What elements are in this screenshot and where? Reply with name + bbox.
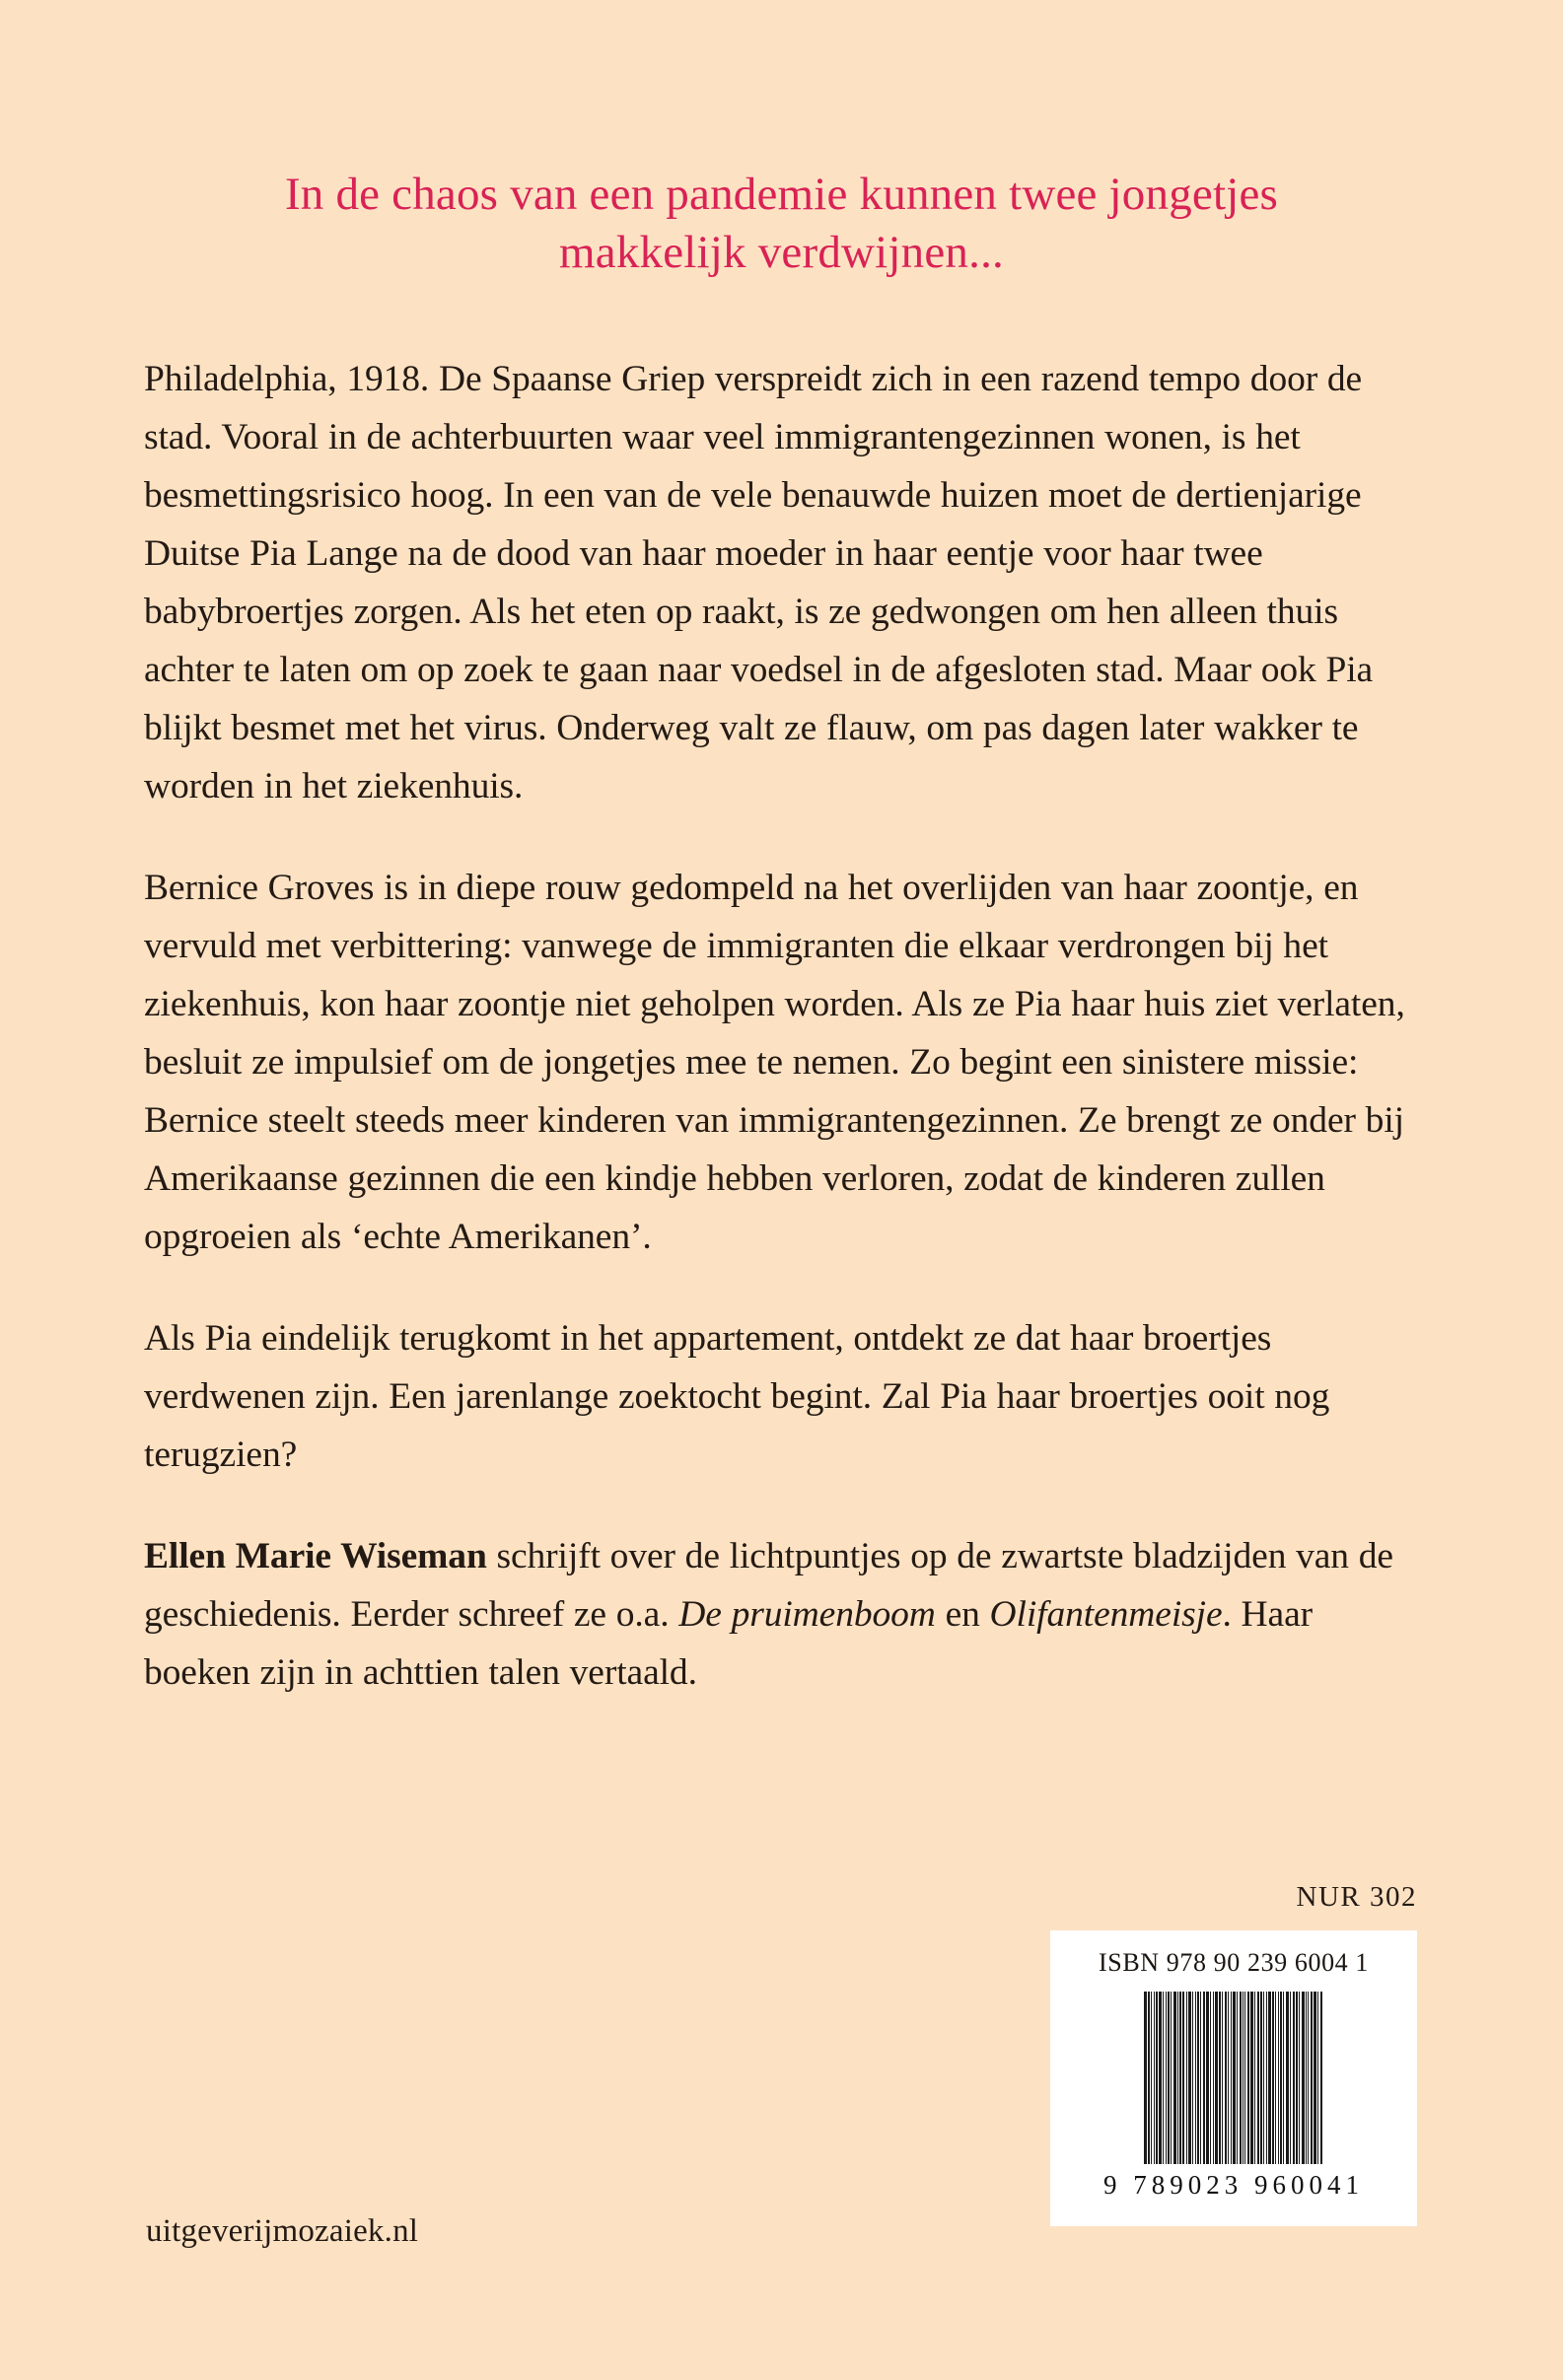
page-headline — [148, 166, 1415, 282]
barcode-bar — [1237, 1992, 1238, 2164]
barcode-bar — [1266, 1992, 1267, 2164]
barcode-bar — [1188, 1992, 1191, 2164]
barcode-bar — [1168, 1992, 1170, 2164]
blurb-text — [144, 350, 1426, 1702]
barcode-bar — [1314, 1992, 1316, 2164]
nur-code: NUR 302 — [1296, 1881, 1417, 1913]
barcode-bar — [1166, 1992, 1167, 2164]
barcode-bar — [1293, 1992, 1295, 2164]
author-bio — [144, 1527, 1426, 1702]
author-name: Ellen Marie Wiseman — [144, 1536, 487, 1576]
barcode-bar — [1272, 1992, 1274, 2164]
barcode-bar — [1240, 1992, 1242, 2164]
barcode-bar — [1275, 1992, 1276, 2164]
barcode-panel — [1050, 1930, 1417, 2226]
barcode-bar — [1210, 1992, 1211, 2164]
barcode-bar — [1163, 1992, 1164, 2164]
barcode-bar — [1299, 1992, 1300, 2164]
barcode-bar — [1222, 1992, 1223, 2164]
barcode-bar — [1154, 1992, 1155, 2164]
barcode-bar — [1156, 1992, 1158, 2164]
bio-text-part-1: schrijft over de lichtpuntjes op de zwartste bladzijden van de geschiedenis. Eerder schreef ze o.a. — [144, 1536, 1393, 1635]
barcode-bar — [1244, 1992, 1245, 2164]
isbn-text: ISBN 978 90 239 6004 1 — [1099, 1948, 1369, 1977]
barcode-bar — [1254, 1992, 1255, 2164]
bio-text-part-2: en — [935, 1594, 990, 1635]
barcode-bar — [1233, 1992, 1236, 2164]
barcode-bar — [1151, 1992, 1152, 2164]
barcode-bar — [1171, 1992, 1172, 2164]
barcode-bar — [1263, 1992, 1264, 2164]
barcode-bar — [1306, 1992, 1307, 2164]
barcode-bar — [1192, 1992, 1193, 2164]
barcode-bar — [1302, 1992, 1305, 2164]
blurb-paragraph-3: Als Pia eindelijk terugkomt in het appartement, ontdekt ze dat haar broertjes verdwenen zijn. Een jarenlange zoektocht begint. Zal Pia haar broertjes ooit nog terugzien? — [144, 1318, 1330, 1475]
barcode-bar — [1173, 1992, 1176, 2164]
barcode-bar — [1213, 1992, 1214, 2164]
barcode-bar — [1278, 1992, 1279, 2164]
barcode-bar — [1311, 1992, 1313, 2164]
barcode-bar — [1247, 1992, 1249, 2164]
barcode-bar — [1320, 1992, 1322, 2164]
barcode-bar — [1148, 1992, 1150, 2164]
headline-line-1: In de chaos van een pandemie kunnen twee jongetjes — [284, 169, 1279, 220]
barcode-bar — [1179, 1992, 1181, 2164]
barcode-bar — [1206, 1992, 1209, 2164]
barcode-bar — [1228, 1992, 1229, 2164]
barcode-bar — [1177, 1992, 1178, 2164]
blurb-paragraph-1: Philadelphia, 1918. De Spaanse Griep verspreidt zich in een razend tempo door de stad. Vooral in de achterbuurten waar veel immigrantengezinnen wonen, is het besmettingsrisico hoog. In een van de vele benauwde huizen moet de dertienjarige Duitse Pia Lange na de dood van haar moeder in haar eentje voor haar twee babybroertjes zorgen. Als het eten op raakt, is ze gedwongen om hen alleen thuis achter te laten om op zoek te gaan naar voedsel in de afgesloten stad. Maar ook Pia blijkt besmet met het virus. Onderweg valt ze flauw, om pas dagen later wakker te worden in het ziekenhuis. — [144, 359, 1374, 806]
barcode-bar — [1280, 1992, 1282, 2164]
barcode-bar — [1186, 1992, 1187, 2164]
barcode-bar — [1215, 1992, 1218, 2164]
bio-text-part-3: . Haar boeken zijn in achttien talen vertaald. — [144, 1594, 1314, 1693]
blurb-paragraph-2: Bernice Groves is in diepe rouw gedompeld na het overlijden van haar zoontje, en vervuld met verbittering: vanwege de immigranten die elkaar verdrongen bij het ziekenhuis, kon haar zoontje niet geholpen worden. Als ze Pia haar huis ziet verlaten, besluit ze impulsief om de jongetjes mee te nemen. Zo begint een sinistere missie: Bernice steelt steeds meer kinderen van immigrantengezinnen. Ze brengt ze onder bij Amerikaanse gezinnen die een kindje hebben verloren, zodat de kinderen zullen opgroeien als ‘echte Amerikanen’. — [144, 868, 1405, 1257]
barcode-bar — [1159, 1992, 1162, 2164]
barcode-bar — [1219, 1992, 1221, 2164]
barcode-bar — [1182, 1992, 1184, 2164]
barcode-bar — [1203, 1992, 1205, 2164]
barcode-bar — [1197, 1992, 1199, 2164]
ean-digits: 9 789023 960041 — [1103, 2170, 1364, 2200]
publisher-url: uitgeverijmozaiek.nl — [146, 2213, 419, 2249]
barcode-bar — [1231, 1992, 1232, 2164]
barcode-bar — [1283, 1992, 1284, 2164]
headline-line-2: makkelijk verdwijnen... — [559, 226, 1004, 278]
book-title-1: De pruimenboom — [678, 1594, 936, 1635]
barcode-bar — [1268, 1992, 1271, 2164]
barcode-bar — [1195, 1992, 1196, 2164]
barcode-bar — [1286, 1992, 1289, 2164]
barcode-bar — [1250, 1992, 1253, 2164]
barcode-bar — [1200, 1992, 1201, 2164]
barcode-bars — [1081, 1992, 1386, 2164]
barcode-bar — [1144, 1992, 1147, 2164]
barcode-bar — [1290, 1992, 1291, 2164]
barcode-bar — [1260, 1992, 1262, 2164]
barcode-bar — [1317, 1992, 1318, 2164]
book-title-2: Olifantenmeisje — [989, 1594, 1223, 1635]
barcode-bar — [1308, 1992, 1309, 2164]
barcode-bar — [1296, 1992, 1298, 2164]
barcode-bar — [1225, 1992, 1227, 2164]
barcode-bar — [1257, 1992, 1259, 2164]
